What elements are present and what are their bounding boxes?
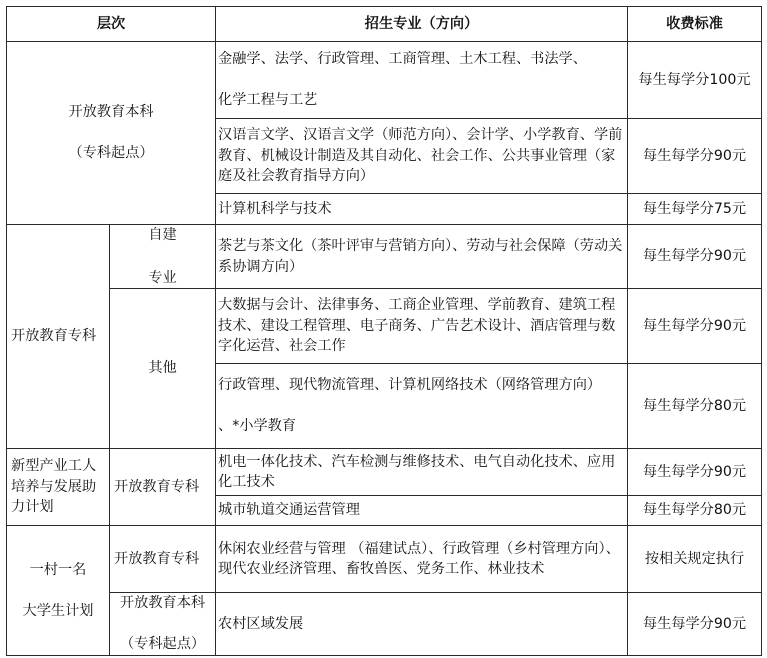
major-cell: 城市轨道交通运营管理 (216, 496, 628, 526)
fee-cell: 每生每学分90元 (628, 119, 762, 194)
major-cell: 计算机科学与技术 (216, 194, 628, 225)
other-cell: 其他 (110, 289, 216, 449)
table-row (7, 225, 762, 289)
fee-cell: 每生每学分90元 (628, 225, 762, 289)
table-row (7, 449, 762, 496)
village-sub-cell: 开放教育本科 （专科起点） (110, 593, 216, 656)
fee-cell: 每生每学分75元 (628, 194, 762, 225)
major-cell: 金融学、法学、行政管理、工商管理、土木工程、书法学、 化学工程与工艺 (216, 42, 628, 119)
major-cell: 农村区域发展 (216, 593, 628, 656)
fee-cell: 每生每学分90元 (628, 449, 762, 496)
major-cell: 休闲农业经营与管理 （福建试点）、行政管理（乡村管理方向）、现代农业经济管理、畜牧兽医、党务工作、林业技术 (216, 526, 628, 593)
major-cell: 机电一体化技术、汽车检测与维修技术、电气自动化技术、应用化工技术 (216, 449, 628, 496)
header-fee: 收费标准 (628, 7, 762, 42)
fee-cell: 每生每学分100元 (628, 42, 762, 119)
header-major: 招生专业（方向） (216, 7, 628, 42)
bachelor-level-cell (7, 42, 216, 225)
fee-cell: 每生每学分80元 (628, 496, 762, 526)
industrial-level-cell: 新型产业工人培养与发展助力计划 (7, 449, 110, 526)
major-cell: 茶艺与茶文化（茶叶评审与营销方向）、劳动与社会保障（劳动关系协调方向） (216, 225, 628, 289)
fee-cell: 每生每学分80元 (628, 364, 762, 449)
major-cell: 汉语言文学、汉语言文学（师范方向）、会计学、小学教育、学前教育、机械设计制造及其自动化、社会工作、公共事业管理（家庭及社会教育指导方向） (216, 119, 628, 194)
enrollment-table (6, 6, 762, 656)
fee-cell: 每生每学分90元 (628, 593, 762, 656)
table-row (7, 42, 762, 119)
table-row (7, 289, 762, 364)
major-cell: 大数据与会计、法律事务、工商企业管理、学前教育、建筑工程技术、建设工程管理、电子商务、广告艺术设计、酒店管理与数字化运营、社会工作 (216, 289, 628, 364)
associate-level-cell: 开放教育专科 (7, 225, 110, 449)
header-level: 层次 (7, 7, 216, 42)
bachelor-sub: （专科起点） (68, 145, 154, 162)
table-row (7, 526, 762, 593)
major-cell: 行政管理、现代物流管理、计算机网络技术（网络管理方向） 、*小学教育 (216, 364, 628, 449)
fee-cell: 每生每学分90元 (628, 289, 762, 364)
bachelor-label: 开放教育本科 (68, 104, 154, 121)
village-sub-cell: 开放教育专科 (110, 526, 216, 593)
self-built-cell: 自建 专业 (110, 225, 216, 289)
table-row (7, 593, 762, 656)
fee-cell: 按相关规定执行 (628, 526, 762, 593)
industrial-sub-cell: 开放教育专科 (110, 449, 216, 526)
village-level-cell: 一村一名 大学生计划 (7, 526, 110, 656)
header-row (7, 7, 762, 42)
